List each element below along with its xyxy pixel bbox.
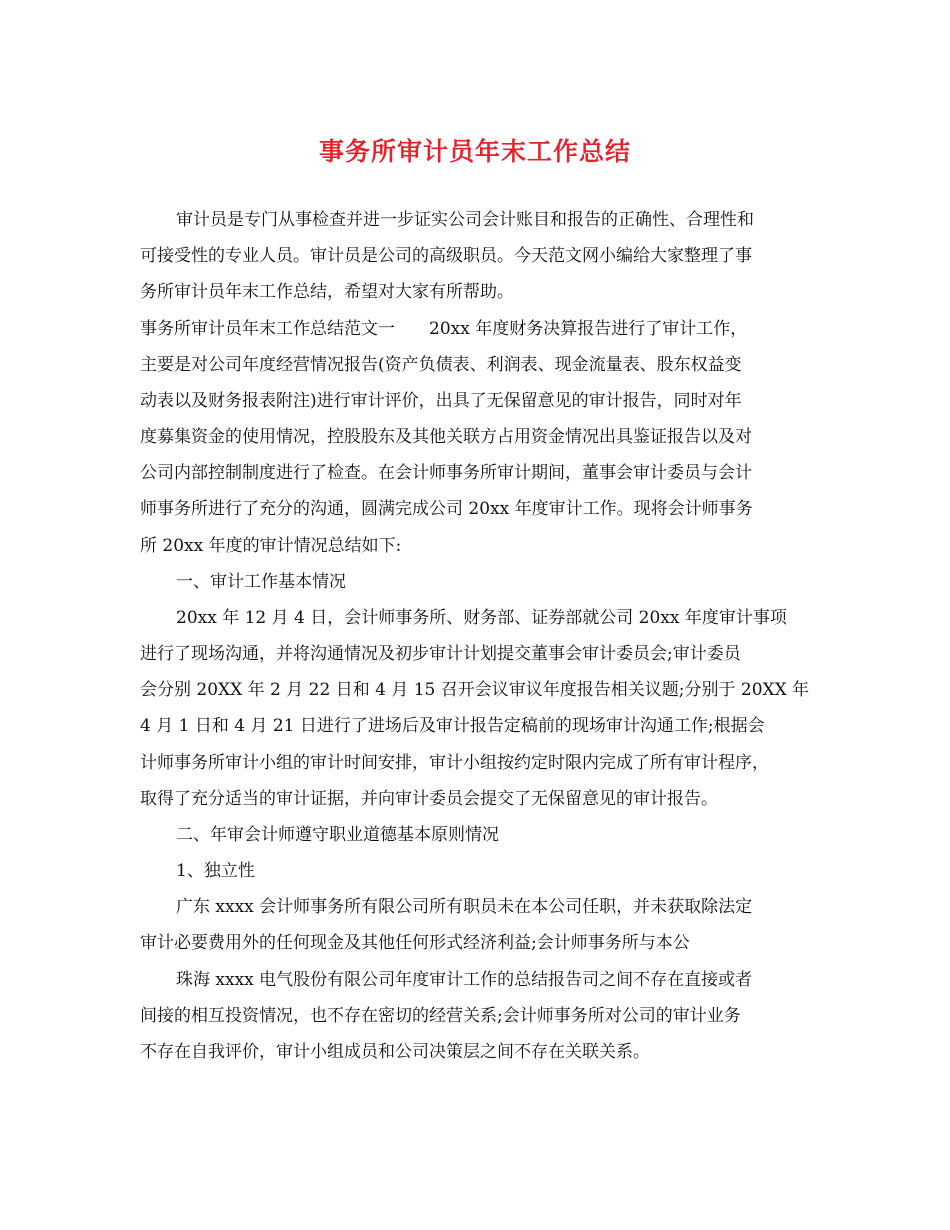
paragraph-line: 所 20xx 年度的审计情况总结如下: <box>140 536 402 556</box>
paragraph-line: 动表以及财务报表附注)进行审计评价，出具了无保留意见的审计报告，同时对年 <box>140 391 742 411</box>
paragraph-line: 进行了现场沟通，并将沟通情况及初步审计计划提交董事会审计委员会;审计委员 <box>140 644 741 664</box>
section-heading: 一、审计工作基本情况 <box>176 572 346 592</box>
paragraph-line: 4 月 1 日和 4 月 21 日进行了进场后及审计报告定稿前的现场审计沟通工作;根据会 <box>140 716 765 736</box>
paragraph-line: 计师事务所审计小组的审计时间安排，审计小组按约定时限内完成了所有审计程序， <box>140 753 769 773</box>
paragraph-line: 20xx 年 12 月 4 日，会计师事务所、财务部、证券部就公司 20xx 年度审计事项 <box>176 608 787 628</box>
subsection-heading: 1、独立性 <box>176 861 255 881</box>
paragraph-line: 可接受性的专业人员。审计员是公司的高级职员。今天范文网小编给大家整理了事 <box>140 246 752 266</box>
paragraph-line: 务所审计员年末工作总结，希望对大家有所帮助。 <box>140 282 514 302</box>
paragraph-line: 取得了充分适当的审计证据，并向审计委员会提交了无保留意见的审计报告。 <box>140 789 718 809</box>
document-title: 事务所审计员年末工作总结 <box>318 137 631 166</box>
paragraph-line: 度募集资金的使用情况，控股股东及其他关联方占用资金情况出具鉴证报告以及对 <box>140 427 752 447</box>
paragraph-line: 会分别 20XX 年 2 月 22 日和 4 月 15 召开会议审议年度报告相关议题;分别于 20XX 年 <box>140 680 810 700</box>
paragraph-line: 珠海 xxxx 电气股份有限公司年度审计工作的总结报告司之间不存在直接或者 <box>176 970 753 990</box>
section-heading: 二、年审会计师遵守职业道德基本原则情况 <box>176 825 499 845</box>
paragraph-line: 审计员是专门从事检查并进一步证实公司会计账目和报告的正确性、合理性和 <box>176 210 754 230</box>
paragraph-line: 间接的相互投资情况，也不存在密切的经营关系;会计师事务所对公司的审计业务 <box>140 1006 741 1026</box>
paragraph-line: 师事务所进行了充分的沟通，圆满完成公司 20xx 年度审计工作。现将会计师事务 <box>140 499 753 519</box>
paragraph-line: 公司内部控制制度进行了检查。在会计师事务所审计期间，董事会审计委员与会计 <box>140 463 752 483</box>
paragraph-line: 事务所审计员年末工作总结范文一 20xx 年度财务决算报告进行了审计工作， <box>140 319 748 339</box>
paragraph-line: 不存在自我评价，审计小组成员和公司决策层之间不存在关联关系。 <box>140 1042 650 1062</box>
paragraph-line: 广东 xxxx 会计师事务所有限公司所有职员未在本公司任职，并未获取除法定 <box>176 897 753 917</box>
paragraph-line: 审计必要费用外的任何现金及其他任何形式经济利益;会计师事务所与本公 <box>140 933 690 953</box>
paragraph-line: 主要是对公司年度经营情况报告(资产负债表、利润表、现金流量表、股东权益变 <box>140 355 742 375</box>
